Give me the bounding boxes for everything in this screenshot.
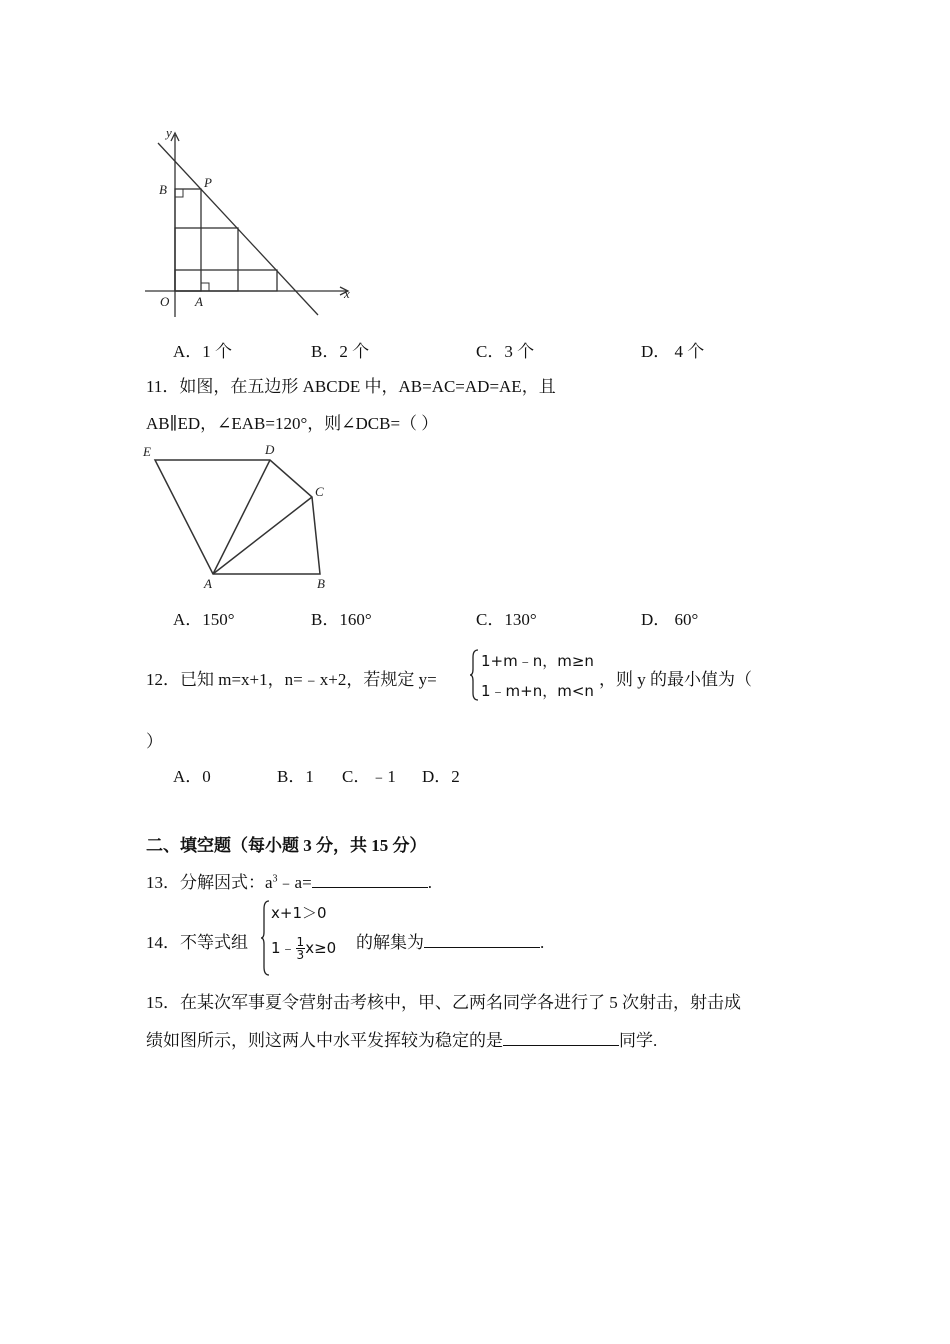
q14-tail (356, 928, 544, 953)
q14-ineq2-a: 1﹣ (271, 939, 296, 957)
q10-grid-figure (140, 125, 360, 340)
q11-line1: 11．如图，在五边形 ABCDE 中，AB=AC=AD=AE，且 (146, 377, 556, 396)
q11-option-d: D． 60° (641, 610, 699, 629)
q14-frac-num: 1 (296, 935, 305, 949)
q10-option-c: C．3 个 (476, 342, 535, 361)
label-x: x (344, 286, 350, 301)
q12-prefix: 12．已知 m=x+1，n=﹣x+2，若规定 y= (146, 670, 437, 689)
q15-line2-b: 同学. (619, 1031, 658, 1050)
q13-end: . (427, 873, 432, 892)
label-origin: O (160, 294, 170, 309)
segment-ad (213, 460, 270, 574)
q12-case1: 1+m﹣n，m≥n (481, 652, 594, 670)
q13-answer-blank[interactable] (312, 869, 428, 888)
q12-close: ） (146, 732, 163, 751)
q12-brace (469, 649, 479, 701)
q13-prefix: 13．分解因式：a (146, 873, 273, 892)
section-heading: 二、填空题（每小题 3 分，共 15 分） (146, 836, 427, 855)
label-b: B (317, 576, 325, 591)
rect-wide (175, 270, 277, 291)
q11-pentagon-figure (140, 440, 340, 595)
q10-option-b: B．2 个 (311, 342, 370, 361)
q14-end: . (540, 933, 545, 952)
q11-option-b: B．160° (311, 610, 372, 629)
label-a: A (195, 294, 203, 309)
label-a: A (204, 576, 212, 591)
q15-answer-blank[interactable] (503, 1027, 619, 1046)
q12-option-b: B．1 (277, 767, 314, 786)
q12-option-d: D．2 (422, 767, 460, 786)
q15-line1: 15．在某次军事夏令营射击考核中，甲、乙两名同学各进行了 5 次射击，射击成 (146, 993, 741, 1012)
q14-prefix: 14．不等式组 (146, 933, 248, 952)
pentagon-outline (155, 460, 320, 574)
rect-mid (175, 228, 238, 291)
right-angle-mark-b (175, 189, 183, 197)
q12-suffix: ，则 y 的最小值为（ (599, 670, 752, 689)
q12-option-c: C．﹣1 (342, 767, 396, 786)
q14-fraction (296, 936, 306, 961)
q13-exponent: 3 (272, 873, 278, 885)
q14-ineq1: x+1＞0 (271, 904, 327, 922)
q11-option-c: C．130° (476, 610, 537, 629)
q14-suffix: 的解集为 (356, 933, 424, 952)
q14-answer-blank[interactable] (424, 929, 540, 948)
q13 (146, 868, 432, 893)
q14-ineq2 (271, 936, 336, 961)
right-angle-mark-a (201, 283, 209, 291)
q12-case2: 1﹣m+n，m<n (481, 682, 594, 700)
label-e: E (143, 444, 151, 459)
label-c: C (315, 484, 324, 499)
q14-frac-den: 3 (296, 948, 305, 962)
label-y: y (166, 125, 172, 140)
q11-line2: AB∥ED，∠EAB=120°，则∠DCB=（ ） (146, 414, 439, 433)
label-b: B (159, 182, 167, 197)
q11-option-a: A．150° (173, 610, 235, 629)
q14-brace (260, 900, 270, 976)
q10-option-a: A．1 个 (173, 342, 233, 361)
q12-option-a: A．0 (173, 767, 211, 786)
label-p: P (204, 175, 212, 190)
q14-ineq2-b: x≥0 (305, 939, 337, 957)
q15-line2-a: 绩如图所示，则这两人中水平发挥较为稳定的是 (146, 1031, 503, 1050)
label-d: D (265, 442, 275, 457)
q10-option-d: D． 4 个 (641, 342, 705, 361)
q13-rest: ﹣a= (277, 873, 312, 892)
rect-tall (175, 189, 201, 291)
segment-ac (213, 497, 312, 574)
q15-line2 (146, 1026, 657, 1051)
